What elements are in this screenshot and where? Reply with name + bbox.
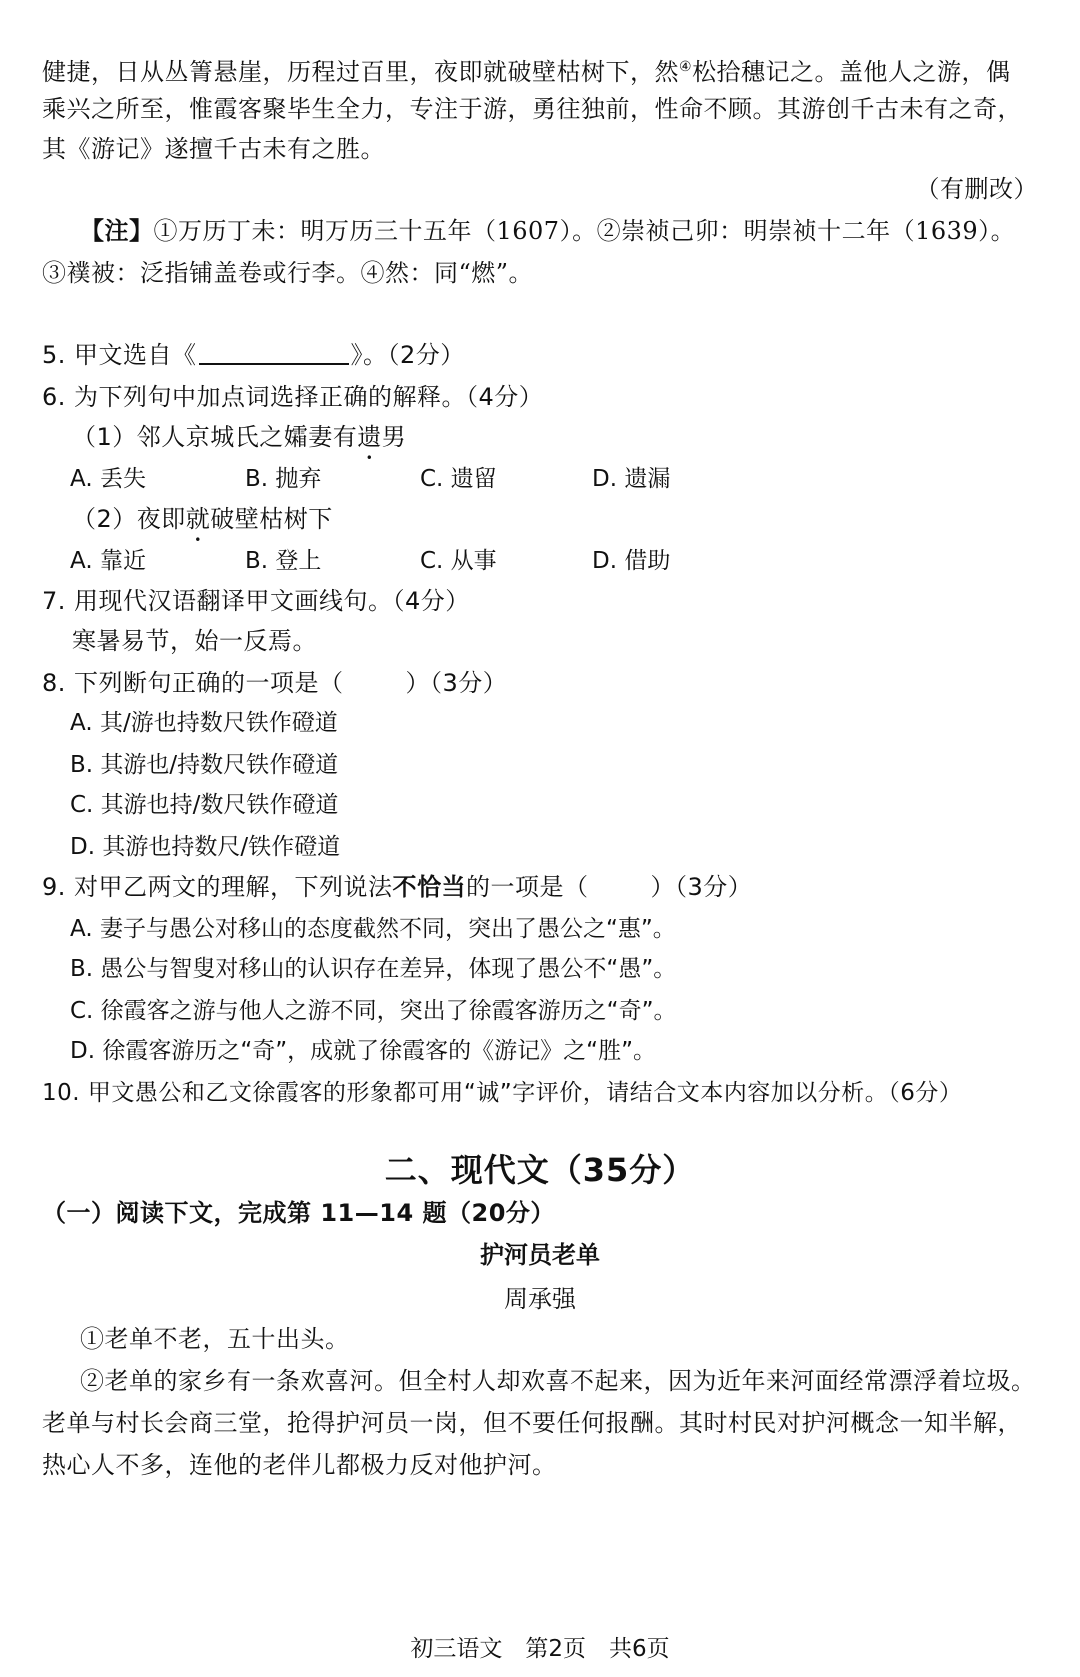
- article-para-1: ①老单不老，五十出头。: [80, 1325, 350, 1353]
- question-10: 10. 甲文愚公和乙文徐霞客的形象都可用“诚”字评价，请结合文本内容加以分析。（6分）: [42, 1080, 963, 1106]
- question-9: 9. 对甲乙两文的理解，下列说法不恰当的一项是（ ）（3分）: [42, 873, 753, 901]
- q9-option-b[interactable]: B. 愚公与智叟对移山的认识存在差异，体现了愚公不“愚”。: [70, 956, 677, 982]
- q8-option-d[interactable]: D. 其游也持数尺/铁作磴道: [70, 834, 341, 860]
- question-6-sub-1: （1）邻人京城氏之孀妻有遗男: [72, 423, 407, 451]
- q6-2-option-c[interactable]: C. 从事: [420, 548, 497, 574]
- q6-1-option-c[interactable]: C. 遗留: [420, 466, 497, 492]
- question-8: 8. 下列断句正确的一项是（ ）（3分）: [42, 669, 508, 697]
- q8-option-a[interactable]: A. 其/游也持数尺铁作磴道: [70, 710, 338, 736]
- dotted-word: 就: [185, 505, 211, 533]
- source-note: （有删改）: [915, 175, 1038, 203]
- passage-line-1: 健捷，日从丛箐悬崖，历程过百里，夜即就破壁枯树下，然④松拾穗记之。盖他人之游，偶: [42, 58, 1011, 86]
- article-para-2-line-1: ②老单的家乡有一条欢喜河。但全村人却欢喜不起来，因为近年来河面经常漂浮着垃圾。: [80, 1367, 1036, 1395]
- page-footer: 初三语文 第2页 共6页: [410, 1636, 670, 1662]
- passage-line-3: 其《游记》遂擅千古未有之胜。: [42, 135, 385, 163]
- q6-2-option-d[interactable]: D. 借助: [592, 548, 671, 574]
- q6-2-option-a[interactable]: A. 靠近: [70, 548, 146, 574]
- article-para-2-line-2: 老单与村长会商三堂，抢得护河员一岗，但不要任何报酬。其时村民对护河概念一知半解，: [42, 1409, 1022, 1437]
- q6-1-option-d[interactable]: D. 遗漏: [592, 466, 671, 492]
- notes-line-1: 【注】①万历丁未：明万历三十五年（1607）。②崇祯己卯：明崇祯十二年（1639）。: [80, 216, 1016, 245]
- q8-option-b[interactable]: B. 其游也/持数尺铁作磴道: [70, 752, 339, 778]
- article-para-2-line-3: 热心人不多，连他的老伴儿都极力反对他护河。: [42, 1451, 557, 1479]
- q8-option-c[interactable]: C. 其游也持/数尺铁作磴道: [70, 792, 339, 818]
- article-author: 周承强: [504, 1285, 576, 1313]
- question-7-sentence: 寒暑易节，始一反焉。: [72, 627, 317, 655]
- q9-option-d[interactable]: D. 徐霞客游历之“奇”，成就了徐霞客的《游记》之“胜”。: [70, 1038, 656, 1064]
- section-title: 二、现代文（35分）: [384, 1151, 696, 1189]
- article-title: 护河员老单: [480, 1240, 600, 1269]
- part-heading: （一）阅读下文，完成第 11—14 题（20分）: [42, 1199, 555, 1227]
- q6-1-option-a[interactable]: A. 丢失: [70, 466, 146, 492]
- passage-line-2: 乘兴之所至，惟霞客聚毕生全力，专注于游，勇往独前，性命不顾。其游创千古未有之奇，: [42, 95, 1022, 123]
- question-6-sub-2: （2）夜即就破壁枯树下: [72, 505, 333, 533]
- q6-1-option-b[interactable]: B. 抛弃: [245, 466, 322, 492]
- answer-blank[interactable]: [199, 343, 349, 365]
- question-6: 6. 为下列句中加点词选择正确的解释。（4分）: [42, 383, 544, 411]
- q9-option-c[interactable]: C. 徐霞客之游与他人之游不同，突出了徐霞客游历之“奇”。: [70, 998, 677, 1024]
- dotted-word: 遗: [357, 423, 382, 451]
- question-7: 7. 用现代汉语翻译甲文画线句。（4分）: [42, 587, 470, 615]
- notes-line-2: ③襆被：泛指铺盖卷或行李。④然：同“燃”。: [42, 259, 534, 287]
- question-5: 5. 甲文选自《 》。（2分）: [42, 341, 465, 369]
- q9-option-a[interactable]: A. 妻子与愚公对移山的态度截然不同，突出了愚公之“惠”。: [70, 916, 676, 942]
- q6-2-option-b[interactable]: B. 登上: [245, 548, 322, 574]
